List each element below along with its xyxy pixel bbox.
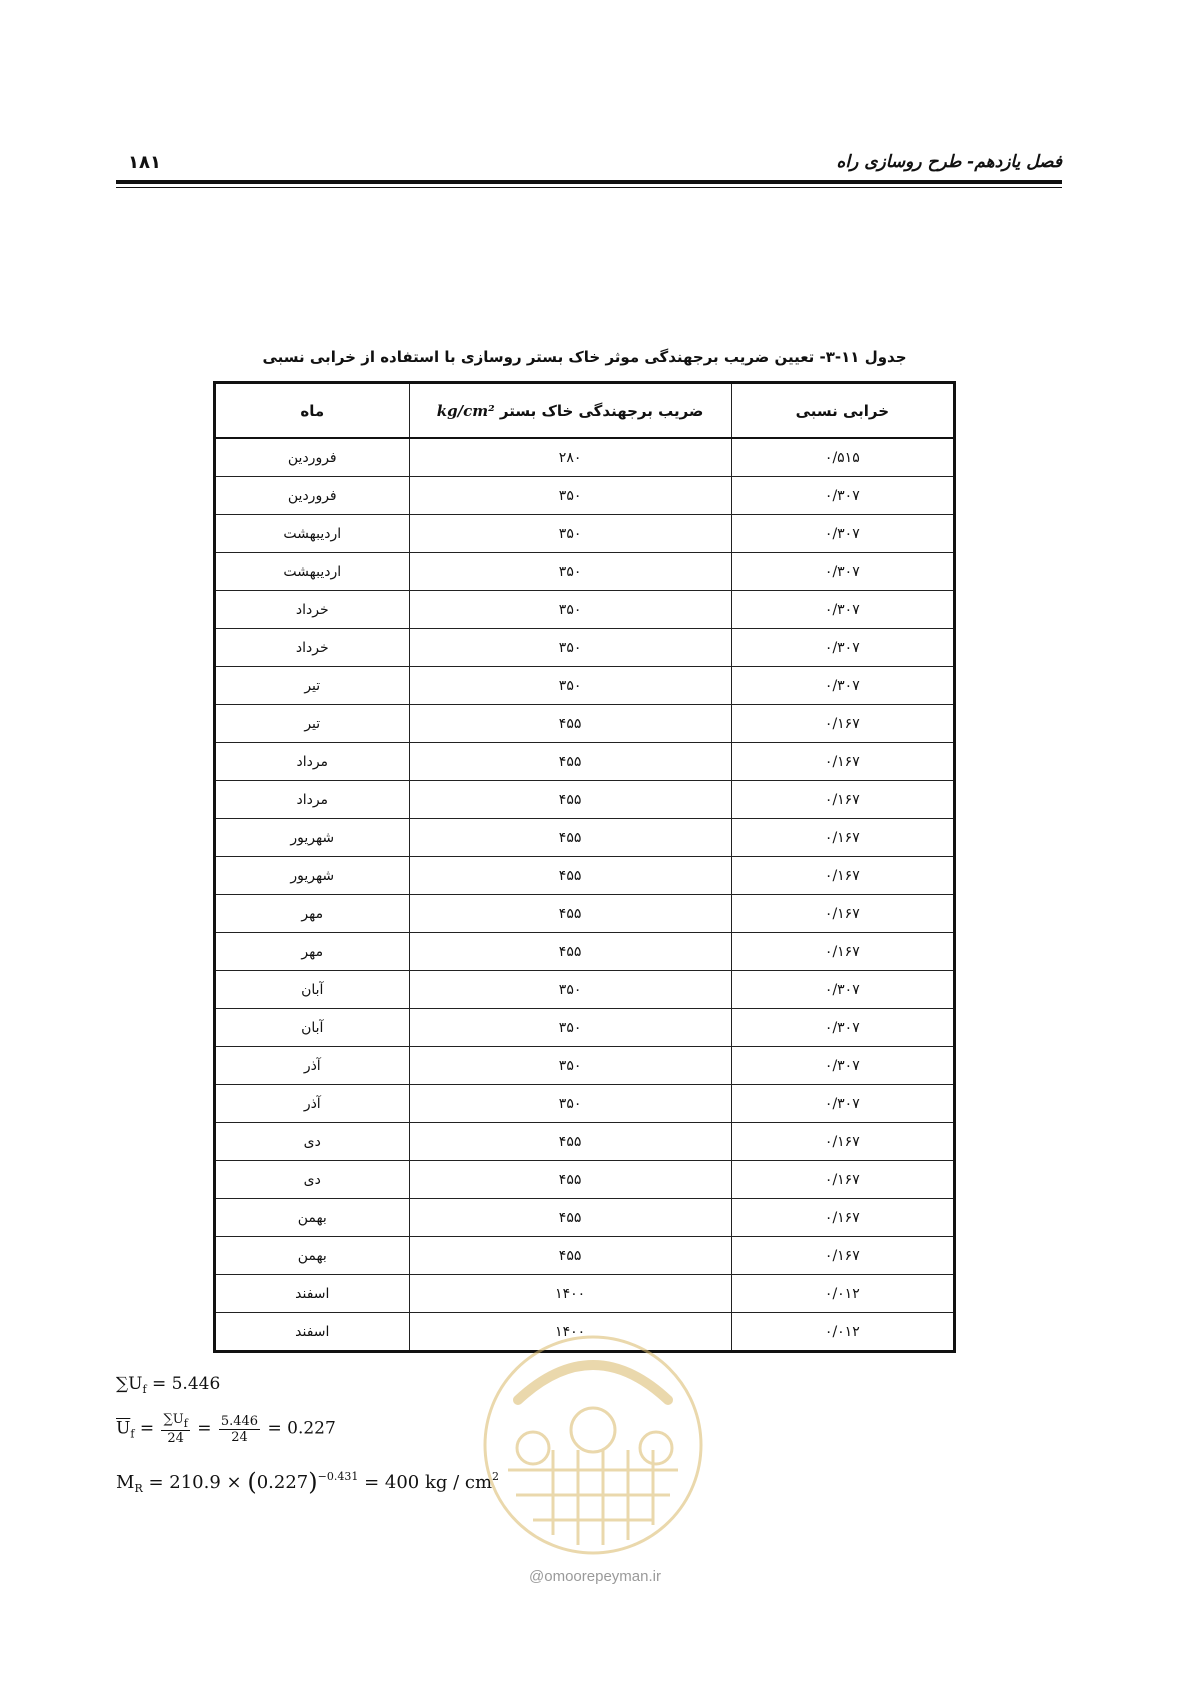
table-row (215, 667, 955, 705)
table-row (215, 819, 955, 857)
table-row (215, 971, 955, 1009)
table-row (215, 1161, 955, 1199)
table-row (215, 743, 955, 781)
cell-damage: ۰/۱۶۷ (731, 1237, 954, 1275)
header-mr (409, 383, 731, 439)
table-row (215, 1123, 955, 1161)
table-header-row (215, 383, 955, 439)
cell-mr: ۳۵۰ (409, 1047, 731, 1085)
table-caption: جدول ۱۱-۳- تعیین ضریب برجهندگی موثر خاک بستر روسازی با استفاده از خرابی نسبی (262, 348, 907, 366)
cell-damage: ۰/۱۶۷ (731, 895, 954, 933)
cell-mr: ۴۵۵ (409, 1199, 731, 1237)
cell-damage: ۰/۳۰۷ (731, 667, 954, 705)
cell-mr: ۲۸۰ (409, 438, 731, 477)
cell-month: اردیبهشت (215, 553, 410, 591)
frac1-top-sub: f (183, 1417, 188, 1430)
header-rule-thick (116, 180, 1062, 184)
cell-month: خرداد (215, 629, 410, 667)
cell-month: آذر (215, 1047, 410, 1085)
cell-damage: ۰/۳۰۷ (731, 1047, 954, 1085)
cell-month: شهریور (215, 857, 410, 895)
cell-mr: ۴۵۵ (409, 1161, 731, 1199)
cell-mr: ۳۵۰ (409, 629, 731, 667)
relative-damage-table (213, 381, 956, 1353)
cell-month: مرداد (215, 781, 410, 819)
cell-damage: ۰/۱۶۷ (731, 781, 954, 819)
mr-formula (116, 1468, 499, 1496)
cell-month: دی (215, 1161, 410, 1199)
cell-month: دی (215, 1123, 410, 1161)
cell-damage: ۰/۱۶۷ (731, 705, 954, 743)
table-row (215, 781, 955, 819)
mr-result: = 400 kg / cm (364, 1472, 493, 1493)
mean-formula (116, 1412, 336, 1446)
cell-damage: ۰/۳۰۷ (731, 1085, 954, 1123)
cell-damage: ۰/۱۶۷ (731, 1123, 954, 1161)
frac2-top: 5.446 (220, 1413, 259, 1429)
cell-mr: ۴۵۵ (409, 819, 731, 857)
table-row (215, 1237, 955, 1275)
watermark-logo-icon (478, 1330, 708, 1560)
mean-fraction-1 (161, 1412, 189, 1446)
page-number: ۱۸۱ (128, 152, 161, 173)
mean-sub: f (130, 1427, 135, 1441)
header-mr-unit: kg/cm² (436, 401, 495, 420)
cell-mr: ۳۵۰ (409, 667, 731, 705)
cell-month: تیر (215, 705, 410, 743)
sum-sub: f (142, 1383, 147, 1396)
table-row (215, 1009, 955, 1047)
cell-damage: ۰/۱۶۷ (731, 933, 954, 971)
cell-mr: ۴۵۵ (409, 1123, 731, 1161)
frac1-bottom: 24 (167, 1431, 184, 1446)
mr-lhs: M (116, 1472, 135, 1493)
cell-month: مرداد (215, 743, 410, 781)
cell-mr: ۳۵۰ (409, 477, 731, 515)
cell-damage: ۰/۳۰۷ (731, 591, 954, 629)
cell-month: آبان (215, 971, 410, 1009)
header-month: ماه (215, 383, 410, 439)
table-row (215, 1047, 955, 1085)
sum-formula (116, 1374, 220, 1396)
cell-month: تیر (215, 667, 410, 705)
cell-mr: ۴۵۵ (409, 895, 731, 933)
cell-mr: ۴۵۵ (409, 743, 731, 781)
table-row (215, 553, 955, 591)
mean-fraction-2 (219, 1414, 260, 1445)
cell-mr: ۴۵۵ (409, 857, 731, 895)
table-row (215, 1199, 955, 1237)
table-row (215, 591, 955, 629)
frac2-bottom: 24 (231, 1429, 248, 1445)
cell-month: اسفند (215, 1313, 410, 1352)
table-row (215, 1085, 955, 1123)
cell-mr: ۴۵۵ (409, 705, 731, 743)
table-row (215, 857, 955, 895)
cell-month: مهر (215, 933, 410, 971)
cell-damage: ۰/۱۶۷ (731, 1199, 954, 1237)
cell-mr: ۴۵۵ (409, 933, 731, 971)
mr-unit-exponent: 2 (492, 1470, 500, 1483)
cell-mr: ۳۵۰ (409, 1085, 731, 1123)
cell-month: مهر (215, 895, 410, 933)
cell-mr: ۳۵۰ (409, 515, 731, 553)
equals-sign-2: = (197, 1418, 212, 1439)
cell-damage: ۰/۱۶۷ (731, 857, 954, 895)
table-row (215, 705, 955, 743)
table-row (215, 933, 955, 971)
cell-damage: ۰/۳۰۷ (731, 1009, 954, 1047)
cell-damage: ۰/۱۶۷ (731, 819, 954, 857)
mr-base: 0.227 (256, 1472, 309, 1493)
cell-mr: ۱۴۰۰ (409, 1275, 731, 1313)
cell-month: شهریور (215, 819, 410, 857)
cell-damage: ۰/۳۰۷ (731, 515, 954, 553)
cell-mr: ۳۵۰ (409, 1009, 731, 1047)
table-row (215, 895, 955, 933)
header-rule-thin (116, 187, 1062, 188)
cell-mr: ۳۵۰ (409, 591, 731, 629)
cell-mr: ۱۴۰۰ (409, 1313, 731, 1352)
mr-exponent: −0.431 (317, 1470, 359, 1483)
header-damage: خرابی نسبی (731, 383, 954, 439)
cell-mr: ۴۵۵ (409, 1237, 731, 1275)
cell-damage: ۰/۳۰۷ (731, 629, 954, 667)
cell-month: خرداد (215, 591, 410, 629)
cell-damage: ۰/۱۶۷ (731, 743, 954, 781)
mr-sub: R (134, 1482, 143, 1495)
mr-coefficient: = 210.9 × (148, 1472, 242, 1493)
watermark-site: @omoorepeyman.ir (529, 1568, 661, 1585)
frac1-top: ∑U (163, 1412, 184, 1427)
close-paren: ) (308, 1468, 318, 1496)
cell-mr: ۳۵۰ (409, 553, 731, 591)
cell-damage: ۰/۳۰۷ (731, 971, 954, 1009)
cell-month: آذر (215, 1085, 410, 1123)
mean-result: = 0.227 (267, 1418, 336, 1439)
sum-rhs: = 5.446 (151, 1374, 221, 1394)
cell-month: بهمن (215, 1237, 410, 1275)
cell-month: فروردین (215, 438, 410, 477)
table-body (215, 438, 955, 1352)
equals-sign-1: = (139, 1418, 155, 1439)
table-row (215, 438, 955, 477)
table-row (215, 1275, 955, 1313)
header-mr-label: ضریب برجهندگی خاک بستر (499, 401, 704, 420)
cell-month: آبان (215, 1009, 410, 1047)
cell-month: بهمن (215, 1199, 410, 1237)
cell-month: فروردین (215, 477, 410, 515)
mean-lhs: $\overline{U}$ (116, 1418, 131, 1439)
sum-lhs: ∑U (116, 1374, 143, 1394)
cell-damage: ۰/۰۱۲ (731, 1275, 954, 1313)
table-row (215, 629, 955, 667)
cell-month: اردیبهشت (215, 515, 410, 553)
table-row (215, 477, 955, 515)
cell-mr: ۴۵۵ (409, 781, 731, 819)
table-row (215, 515, 955, 553)
open-paren: ( (247, 1468, 257, 1496)
cell-damage: ۰/۳۰۷ (731, 553, 954, 591)
cell-month: اسفند (215, 1275, 410, 1313)
cell-damage: ۰/۰۱۲ (731, 1313, 954, 1352)
cell-damage: ۰/۳۰۷ (731, 477, 954, 515)
chapter-title: فصل یازدهم- طرح روسازی راه (836, 152, 1062, 172)
cell-damage: ۰/۵۱۵ (731, 438, 954, 477)
cell-mr: ۳۵۰ (409, 971, 731, 1009)
cell-damage: ۰/۱۶۷ (731, 1161, 954, 1199)
